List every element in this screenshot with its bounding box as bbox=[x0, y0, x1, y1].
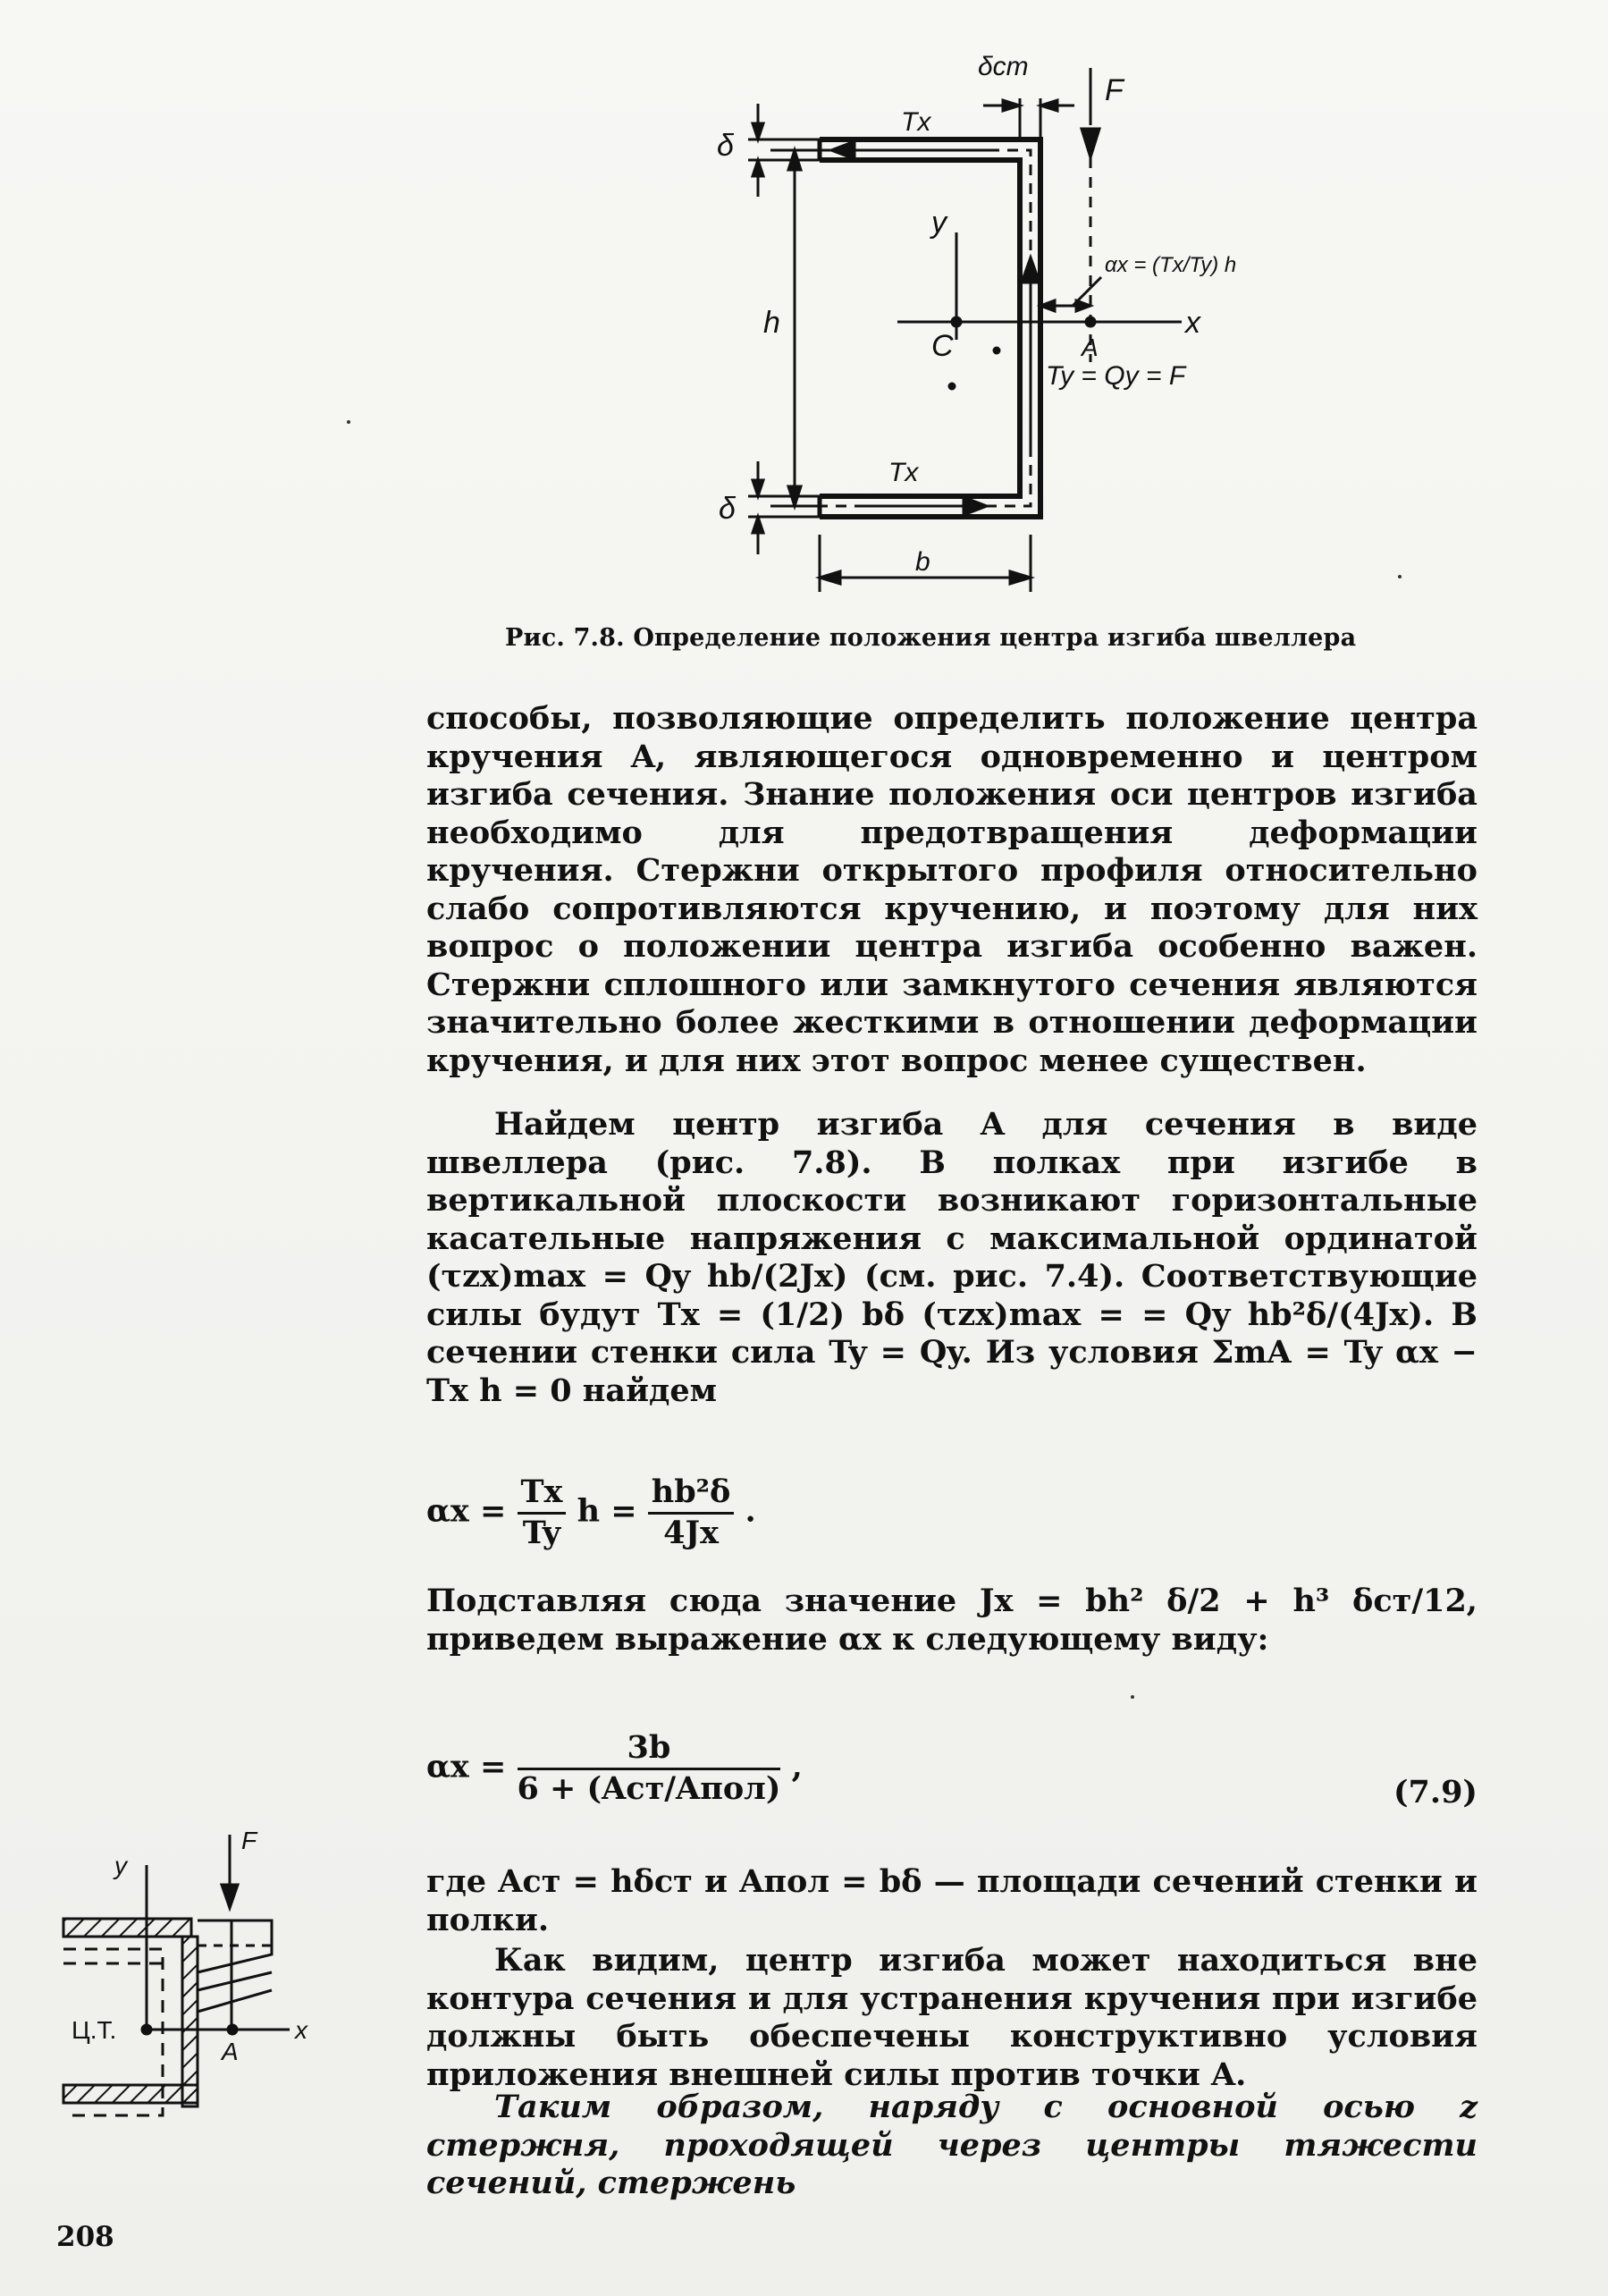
scan-dot-1 bbox=[347, 420, 350, 424]
point-c bbox=[952, 317, 961, 326]
channel-section-figure bbox=[688, 45, 1350, 617]
paragraph-4: где Aст = hδст и Aпол = bδ — площади сечений стенки и полки. bbox=[426, 1863, 1478, 1938]
side-label-x: x bbox=[295, 2016, 307, 2044]
scan-dot-2 bbox=[1398, 575, 1402, 578]
paragraph-2: Найдем центр изгиба A для сечения в виде швеллера (рис. 7.8). В полках при изгибе в вертикальной плоскости возникают горизонтальные касательные напряжения с максимальной ординатой (τzx)max = Qy hb/(2Jx) (см. рис. 7.4). Соответствующие силы будут Tx = (1/2) bδ (τzx)max = = Qy hb²δ/(4Jx). В сечении стенки сила Ty = Qy. Из условия ΣmA = Ty αx − Tx h = 0 найдем bbox=[426, 1106, 1478, 1409]
side-channel-body bbox=[63, 1919, 198, 2106]
paragraph-6: Таким образом, наряду с основной осью z стержня, проходящей через центры тяжести сечений, стержень bbox=[426, 2089, 1478, 2201]
dot-mark-2 bbox=[949, 384, 955, 389]
dot-mark-1 bbox=[994, 348, 999, 353]
channel-outline bbox=[820, 139, 1040, 517]
alpha-leader bbox=[1073, 277, 1101, 306]
side-label-f: F bbox=[241, 1827, 257, 1854]
formula-1-fraction-1-den: Ty bbox=[522, 1514, 561, 1551]
label-delta-ct: δст bbox=[978, 52, 1029, 81]
delta-bottom-arrow-lower-head bbox=[753, 517, 763, 533]
figure-caption: Рис. 7.8. Определение положения центра изгиба швеллера bbox=[505, 624, 1357, 652]
side-point-a bbox=[228, 2025, 237, 2034]
paragraph-3: Подставляя сюда значение Jx = bh² δ/2 + h³ δст/12, приведем выражение αx к следующему виду: bbox=[426, 1583, 1478, 1658]
side-top-flange bbox=[63, 1919, 191, 1937]
side-point-ct bbox=[142, 2025, 151, 2034]
side-stress-line-b bbox=[198, 1990, 272, 2012]
formula-1-middle: h = bbox=[577, 1492, 637, 1530]
label-x: x bbox=[1185, 306, 1200, 340]
formula-1-fraction-1 bbox=[518, 1475, 567, 1550]
formula-1-fraction-1-num: Tx bbox=[518, 1475, 567, 1515]
tx-bottom-arrow-head bbox=[964, 497, 987, 515]
side-label-a: A bbox=[222, 2038, 239, 2065]
paragraph-1: способы, позволяющие определить положение центра кручения A, являющегося одновременно и центром изгиба сечения. Знание положения оси центров изгиба необходимо для предотвращения деформации кручения. Стержни открытого профиля относительно слабо сопротивляются кручению, и поэтому для них вопрос о положении центра изгиба особенно важен. Стержни сплошного или замкнутого сечения являются значительно более жесткими в отношении деформации кручения, и для них этот вопрос менее существен. bbox=[426, 700, 1478, 1079]
label-delta-bottom: δ bbox=[719, 492, 736, 526]
alpha-arrow-right bbox=[1076, 300, 1090, 311]
side-label-ct: Ц.Т. bbox=[72, 2016, 117, 2044]
paragraph-5: Как видим, центр изгиба может находиться вне контура сечения и для устранения кручения при изгибе должны быть обеспечены конструктивно условия приложения внешней силы против точки A. bbox=[426, 1942, 1478, 2093]
side-f-arrow-head bbox=[222, 1885, 238, 1908]
label-h: h bbox=[763, 306, 780, 340]
delta-ct-arrow-right-head bbox=[1040, 100, 1057, 111]
label-f: F bbox=[1105, 73, 1124, 107]
side-bottom-flange bbox=[63, 2085, 198, 2103]
side-stress-line-a bbox=[198, 1972, 272, 1990]
label-b: b bbox=[915, 547, 930, 577]
side-channel-svg bbox=[48, 1829, 343, 2124]
formula-1-fraction-2-den: 4Jx bbox=[663, 1514, 719, 1551]
channel-inner-contour bbox=[820, 160, 1020, 496]
formula-2-fraction-den: 6 + (Aст/Aпол) bbox=[517, 1769, 781, 1807]
label-ty: Ty = Qy = F bbox=[1046, 361, 1186, 391]
delta-ct-arrow-left-head bbox=[1003, 100, 1020, 111]
label-tx-top: Tx bbox=[901, 107, 931, 137]
label-y: y bbox=[931, 206, 947, 240]
label-c: C bbox=[931, 329, 954, 363]
channel-midline-dashed bbox=[820, 150, 1031, 506]
formula-alpha-x bbox=[426, 1475, 756, 1550]
side-label-y: y bbox=[114, 1852, 127, 1879]
point-a bbox=[1086, 317, 1095, 326]
delta-bottom-arrow-upper-head bbox=[753, 480, 763, 496]
equation-number-7-9: (7.9) bbox=[1393, 1774, 1478, 1811]
formula-1-lhs: αx = bbox=[426, 1492, 507, 1530]
formula-2-fraction bbox=[518, 1731, 781, 1806]
label-alpha: αx = (Tx/Ty) h bbox=[1105, 253, 1237, 277]
ty-arrow-head bbox=[1022, 257, 1040, 283]
scan-dot-3 bbox=[1131, 1695, 1134, 1699]
label-a: A bbox=[1082, 333, 1099, 361]
side-channel-figure bbox=[48, 1829, 343, 2124]
label-delta-top: δ bbox=[717, 129, 734, 163]
b-arrow-left bbox=[820, 571, 840, 584]
side-web bbox=[182, 1937, 198, 2106]
formula-1-end: . bbox=[745, 1492, 756, 1530]
force-arrows bbox=[831, 68, 1099, 515]
formula-1-fraction-2 bbox=[648, 1475, 735, 1550]
channel-outer-contour bbox=[820, 139, 1040, 517]
b-arrow-right bbox=[1010, 571, 1031, 584]
side-stress-diagram bbox=[198, 1920, 272, 2030]
formula-7-9 bbox=[426, 1731, 803, 1806]
tx-top-arrow-head bbox=[831, 141, 855, 159]
page-number: 208 bbox=[56, 2221, 114, 2253]
formula-2-end: , bbox=[791, 1748, 803, 1785]
delta-top-arrow-upper-head bbox=[753, 123, 763, 139]
f-arrow-head bbox=[1082, 129, 1099, 157]
formula-2-lhs: αx = bbox=[426, 1748, 507, 1785]
channel-diagram-svg bbox=[688, 45, 1350, 617]
formula-2-fraction-num: 3b bbox=[518, 1731, 781, 1770]
label-tx-bottom: Tx bbox=[888, 458, 919, 487]
delta-top-arrow-lower-head bbox=[753, 160, 763, 176]
formula-1-fraction-2-num: hb²δ bbox=[648, 1475, 735, 1515]
